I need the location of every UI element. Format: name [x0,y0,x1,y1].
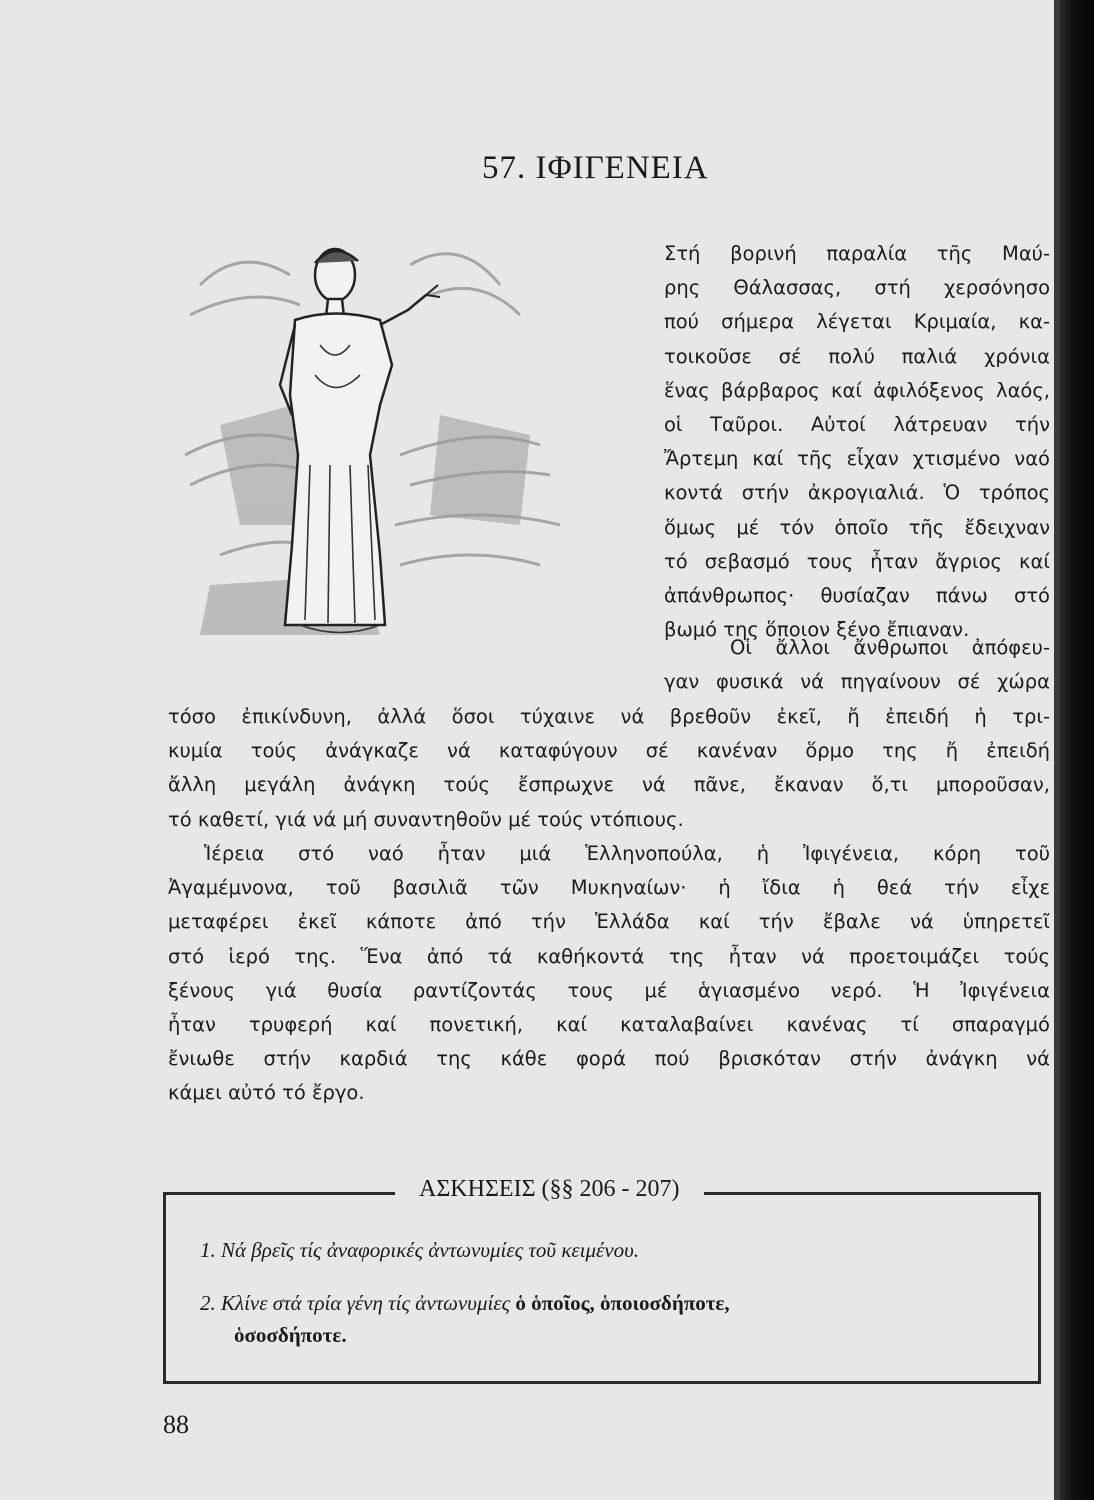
text-line: βωμό της ὅποιον ξένο ἔπιαναν. [664,618,970,642]
text-line: ἔνιωθε στήν καρδιά της κάθε φορά πού βρισκόταν στήν ἀνάγκη νά [168,1047,1050,1071]
text-line: μεταφέρει ἐκεῖ κάποτε ἀπό τήν Ἑλλάδα καί τήν ἔβαλε νά ὑπηρετεῖ [168,910,1050,934]
text-line: πού σήμερα λέγεται Κριμαία, κα- [664,310,1050,334]
page-number: 88 [163,1410,189,1439]
exercise-2-text: 2. Κλίνε στά τρία γένη τίς ἀντωνυμίες [200,1291,516,1315]
text-line: Ἀγαμέμνονα, τοῦ βασιλιᾶ τῶν Μυκηναίων· ἡ ἴδια ἡ θεά τήν εἶχε [168,876,1050,900]
text-line: Οἱ ἄλλοι ἄνθρωποι ἀπόφευ- [730,636,1050,659]
text-line: οἱ Ταῦροι. Αὐτοί λάτρευαν τήν [664,413,1050,437]
text-line: τό σεβασμό τους ἦταν ἄγριος καί [664,549,1050,573]
chapter-title: 57. ΙΦΙΓΕΝΕΙΑ [482,150,709,186]
text-line: τόσο ἐπικίνδυνη, ἀλλά ὅσοι τύχαινε νά βρεθοῦν ἐκεῖ, ἤ ἐπειδή ἡ τρι- [168,705,1050,728]
paragraph-3 [168,837,1050,1111]
text-line: ἦταν τρυφερή καί πονετική, καί καταλαβαίνει κανένας τί σπαραγμό [168,1013,1050,1037]
exercise-1: 1. Νά βρεῖς τίς ἀναφορικές ἀντωνυμίες τοῦ κειμένου. [200,1238,640,1262]
text-line: ἄλλη μεγάλη ἀνάγκη τούς ἔσπρωχνε νά πᾶνε, ἔκαναν ὅ,τι μποροῦσαν, [168,773,1050,797]
exercise-2 [200,1291,730,1316]
text-line: κάμει αὐτό τό ἔργο. [168,1081,365,1105]
text-line: ἀπάνθρωπος· θυσίαζαν πάνω στό [664,584,1050,608]
text-line: ὅμως μέ τόν ὁποῖο τῆς ἔδειχναν [664,515,1050,539]
paragraph-2-continued [168,700,1050,837]
text-line: ρης Θάλασσας, στή χερσόνησο [664,276,1050,300]
text-line: Στή βορινή παραλία τῆς Μαύ- [664,242,1050,265]
text-line: Ἄρτεμη καί τῆς εἶχαν χτισμένο ναό [664,447,1050,471]
text-line: τό καθετί, γιά νά μή συναντηθοῦν μέ τούς ντόπιους. [168,807,684,831]
exercise-2-continued: ὁσοσδήποτε. [234,1323,347,1347]
text-line: ξένους γιά θυσία ραντίζοντάς τους μέ ἁγιασμένο νερό. Ἡ Ἰφιγένεια [168,978,1050,1002]
exercises-box [163,1192,1041,1384]
paragraph-1 [598,237,1050,647]
exercises-heading: ΑΣΚΗΣΕΙΣ (§§ 206 - 207) [395,1176,704,1203]
text-line: γαν φυσικά νά πηγαίνουν σέ χώρα [664,670,1050,694]
iphigenia-illustration [180,225,580,655]
text-line: στό ἱερό της. Ἕνα ἀπό τά καθήκοντά της ἦταν νά προετοιμάζει τούς [168,944,1050,968]
text-line: κυμία τούς ἀνάγκαζε νά καταφύγουν σέ κανέναν ὅρμο της ἤ ἐπειδή [168,739,1050,763]
text-line: Ἱέρεια στό ναό ἦταν μιά Ἑλληνοπούλα, ἡ Ἰφιγένεια, κόρη τοῦ [204,842,1050,865]
text-line: ἕνας βάρβαρος καί ἀφιλόξενος λαός, [664,378,1050,402]
paragraph-2-start [598,631,1050,699]
book-spine-shadow [1060,0,1094,1500]
text-line: τοικοῦσε σέ πολύ παλιά χρόνια [664,344,1050,368]
text-line: κοντά στήν ἀκρογιαλιά. Ὁ τρόπος [664,481,1050,505]
exercise-2-pronouns: ὁ ὁποῖος, ὁποιοσδήποτε, [515,1291,730,1315]
